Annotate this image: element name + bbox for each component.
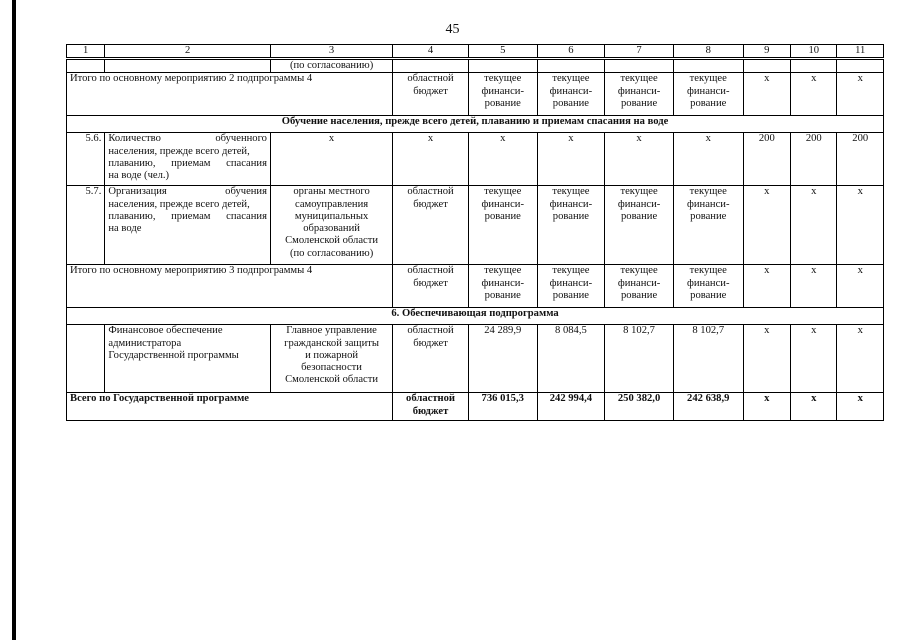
funding-cell: текущее финанси- рование	[468, 186, 537, 265]
page-number: 45	[445, 22, 460, 37]
header-row	[67, 45, 884, 59]
activity-name: Количество обученного населения, прежде всего детей, плаванию, приемам спасания на воде (чел.)	[105, 133, 271, 186]
header-cell-2: 2	[105, 45, 271, 59]
value-cell: x	[791, 393, 837, 421]
funding-cell: текущее финанси- рование	[605, 265, 674, 308]
row-number: 5.6.	[67, 133, 105, 186]
funding-cell: текущее финанси- рование	[537, 265, 605, 308]
amount-cell: 736 015,3	[468, 393, 537, 421]
header-cell-3: 3	[270, 45, 392, 59]
section-title: Обучение населения, прежде всего детей, плаванию и приемам спасания на воде	[67, 116, 884, 133]
value-cell: x	[837, 73, 884, 116]
value-cell: x	[743, 73, 790, 116]
value-cell: x	[837, 265, 884, 308]
header-cell-10: 10	[791, 45, 837, 59]
amount-cell: 242 638,9	[673, 393, 743, 421]
value-cell: x	[605, 133, 674, 186]
value-cell: x	[270, 133, 392, 186]
table-row-5-6	[67, 133, 884, 186]
value-cell: x	[743, 325, 790, 393]
value-cell: x	[791, 265, 837, 308]
section-row-swimming	[67, 116, 884, 133]
table-row-itogo-3	[67, 265, 884, 308]
amount-cell: 8 102,7	[605, 325, 674, 393]
amount-cell: 24 289,9	[468, 325, 537, 393]
header-cell-1: 1	[67, 45, 105, 59]
funding-cell: текущее финанси- рование	[605, 186, 674, 265]
value-cell: x	[791, 73, 837, 116]
value-cell: 200	[837, 133, 884, 186]
funding-cell: текущее финанси- рование	[468, 265, 537, 308]
value-cell: 200	[743, 133, 790, 186]
value-cell: x	[537, 133, 605, 186]
table-row-total	[67, 393, 884, 421]
executor-cell: органы местного самоуправления муниципальных образований Смоленской области (по согласованию)	[270, 186, 392, 265]
amount-cell: 8 084,5	[537, 325, 605, 393]
value-cell: x	[743, 186, 790, 265]
header-cell-8: 8	[673, 45, 743, 59]
activity-name: Финансовое обеспечение администратора Государственной программы	[105, 325, 271, 393]
amount-cell: 8 102,7	[673, 325, 743, 393]
value-cell: x	[837, 393, 884, 421]
header-cell-7: 7	[605, 45, 674, 59]
row-number: 5.7.	[67, 186, 105, 265]
table-row-5-7	[67, 186, 884, 265]
source-cell: областной бюджет	[393, 325, 469, 393]
itogo-label: Итого по основному мероприятию 3 подпрограммы 4	[67, 265, 393, 308]
funding-cell: текущее финанси- рование	[673, 265, 743, 308]
section-row-6	[67, 308, 884, 325]
value-cell: x	[393, 133, 469, 186]
value-cell: x	[791, 186, 837, 265]
value-cell: x	[468, 133, 537, 186]
value-cell: x	[837, 325, 884, 393]
itogo-label: Итого по основному мероприятию 2 подпрограммы 4	[67, 73, 393, 116]
source-cell: областной бюджет	[393, 73, 469, 116]
table-row-itogo-2	[67, 73, 884, 116]
total-label: Всего по Государственной программе	[67, 393, 393, 421]
funding-cell: текущее финанси- рование	[673, 186, 743, 265]
funding-cell: текущее финанси- рование	[673, 73, 743, 116]
header-cell-6: 6	[537, 45, 605, 59]
header-cell-5: 5	[468, 45, 537, 59]
section-title: 6. Обеспечивающая подпрограмма	[67, 308, 884, 325]
header-cell-9: 9	[743, 45, 790, 59]
executor-cell: (по согласованию)	[270, 59, 392, 73]
executor-cell: Главное управление гражданской защиты и пожарной безопасности Смоленской области	[270, 325, 392, 393]
amount-cell: 242 994,4	[537, 393, 605, 421]
funding-cell: текущее финанси- рование	[537, 186, 605, 265]
source-cell: областной бюджет	[393, 265, 469, 308]
value-cell: 200	[791, 133, 837, 186]
amount-cell: 250 382,0	[605, 393, 674, 421]
value-cell: x	[743, 393, 790, 421]
source-cell: областной бюджет	[393, 393, 469, 421]
program-table	[66, 44, 884, 421]
table-row-financial-support	[67, 325, 884, 393]
value-cell: x	[837, 186, 884, 265]
scan-edge-bar	[12, 0, 16, 640]
table-row-continuation	[67, 59, 884, 73]
value-cell: x	[673, 133, 743, 186]
funding-cell: текущее финанси- рование	[537, 73, 605, 116]
value-cell: x	[743, 265, 790, 308]
activity-name: Организация обучения населения, прежде всего детей, плаванию, приемам спасания на воде	[105, 186, 271, 265]
value-cell: x	[791, 325, 837, 393]
funding-cell: текущее финанси- рование	[605, 73, 674, 116]
header-cell-11: 11	[837, 45, 884, 59]
source-cell: областной бюджет	[393, 186, 469, 265]
funding-cell: текущее финанси- рование	[468, 73, 537, 116]
header-cell-4: 4	[393, 45, 469, 59]
